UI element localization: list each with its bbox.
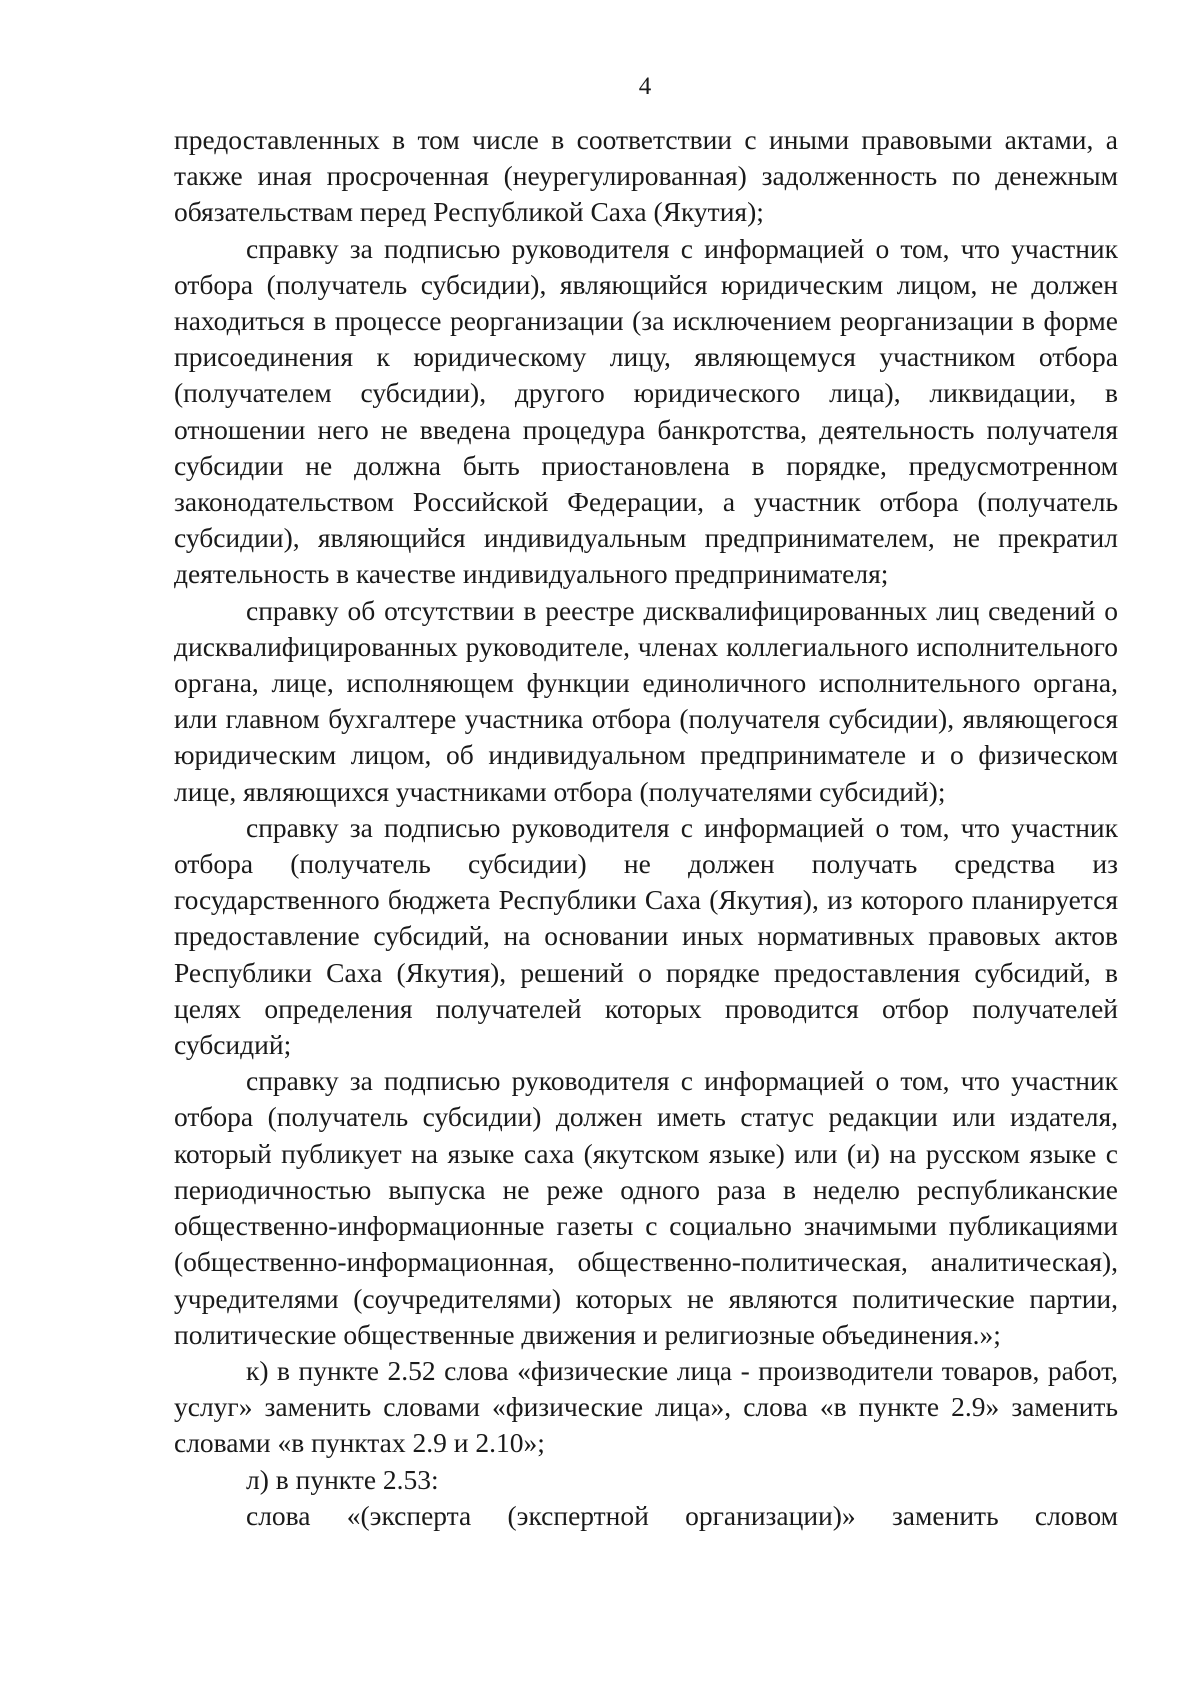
- paragraph-budget-funds-certificate: справку за подписью руководителя с информацией о том, что участник отбора (получатель субсидии) не должен получать средства из государственного бюджета Республики Саха (Якутия), из которого планируется предоставление субсидий, на основании иных нормативных правовых актов Республики Саха (Якутия), решений о порядке предоставления субсидий, в целях определения получателей которых проводится отбор получателей субсидий;: [174, 811, 1118, 1061]
- paragraph-disqualified-persons-certificate: справку об отсутствии в реестре дисквалифицированных лиц сведений о дисквалифицированных руководителе, членах коллегиального исполнительного органа, лице, исполняющем функции единоличного исполнительного органа, или главном бухгалтере участника отбора (получателя субсидии), являющегося юридическим лицом, об индивидуальном предпринимателе и о физическом лице, являющихся участниками отбора (получателями субсидий);: [174, 594, 1118, 807]
- paragraph-item-l-words: слова «(эксперта (экспертной организации)» заменить словом: [246, 1499, 1118, 1531]
- paragraph-item-k: к) в пункте 2.52 слова «физические лица - производители товаров, работ, услуг» заменить словами «физические лица», слова «в пункте 2.9» заменить словами «в пунктах 2.9 и 2.10»;: [174, 1354, 1118, 1459]
- paragraph-item-l: л) в пункте 2.53:: [246, 1463, 439, 1495]
- paragraph-debt-continuation: предоставленных в том числе в соответствии с иными правовыми актами, а также иная просроченная (неурегулированная) задолженность по денежным обязательствам перед Республикой Саха (Якутия);: [174, 124, 1118, 228]
- paragraph-reorganization-certificate: справку за подписью руководителя с информацией о том, что участник отбора (получатель субсидии), являющийся юридическим лицом, не должен находиться в процессе реорганизации (за исключением реорганизации в форме присоединения к юридическому лицу, являющемуся участником отбора (получателем субсидии), другого юридического лица), ликвидации, в отношении него не введена процедура банкротства, деятельность получателя субсидии не должна быть приостановлена в порядке, предусмотренном законодательством Российской Федерации, а участник отбора (получатель субсидии), являющийся индивидуальным предпринимателем, не прекратил деятельность в качестве индивидуального предпринимателя;: [174, 232, 1118, 590]
- document-body: [174, 122, 1118, 1534]
- paragraph-editorial-status-certificate: справку за подписью руководителя с информацией о том, что участник отбора (получатель субсидии) должен иметь статус редакции или издателя, который публикует на языке саха (якутском языке) или (и) на русском языке с периодичностью выпуска не реже одного раза в неделю республиканские общественно-информационные газеты с социально значимыми публикациями (общественно-информационная, общественно-политическая, аналитическая), учредителями (соучредителями) которых не являются политические партии, политические общественные движения и религиозные объединения.»;: [174, 1065, 1118, 1350]
- page-number: 4: [638, 73, 652, 100]
